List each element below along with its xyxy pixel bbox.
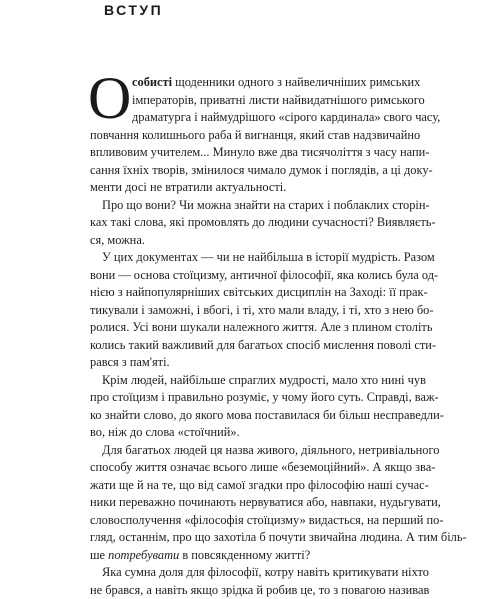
line-text: імператорів, приватні листи найвидатнішого римського [132,93,425,107]
italic-word: потребувати [108,548,179,562]
paragraph [90,249,406,372]
text-line [90,582,406,599]
line-text: сання їхніх творів, змінилося чимало думок і поглядів, а ці доку- [90,163,433,177]
line-text: во, ніж до слова «стоїчний». [90,425,240,439]
text-line [90,547,406,565]
line-text: повчання колишнього раба й вигнанця, який став надзвичайно [90,128,420,142]
text-line [90,564,406,582]
line-text: рався з пам'яті. [90,355,170,369]
text-line [90,179,406,197]
line-text: ках такі слова, які промовлять до людини сучасності? Виявляєть- [90,215,436,229]
text-line [90,249,406,267]
text-line [90,529,406,547]
drop-cap: О [88,68,131,128]
text-line [90,459,406,477]
line-text: впливовим учителем... Минуло вже два тисячоліття з часу напи- [90,145,429,159]
line-text: про стоїцизм і правильно розуміє, у чому його суть. Справді, важ- [90,390,439,404]
text-line [90,477,406,495]
text-line [90,109,406,127]
line-text: У цих документах — чи не найбільша в історії мудрість. Разом [102,250,435,264]
text-line [90,354,406,372]
text-line [90,284,406,302]
line-text: не брався, а навіть якщо зрідка й робив це, то з повагою називав [90,583,429,597]
line-text: тикували і заможні, і вбогі, і ті, хто мали владу, і ті, хто з нею бо- [90,303,433,317]
paragraph [90,564,406,599]
text-line [90,389,406,407]
text-line [90,337,406,355]
text-line [90,74,406,92]
line-text: ролися. Усі вони шукали належного життя. Але з плином століть [90,320,432,334]
body-text [90,74,406,599]
line-text: ко знайти слово, до якого мова поставилася би більш несправедли- [90,408,444,422]
text-line [90,512,406,530]
line-text: менти досі не втратили актуальності. [90,180,286,194]
text-line [90,197,406,215]
line-text: колись такий важливий для багатьох спосіб мислення поволі сти- [90,338,436,352]
text-line [90,442,406,460]
text-line [90,232,406,250]
line-text: жати ще й на те, що від самої згадки про філософію наші сучас- [90,478,429,492]
paragraph [90,372,406,442]
line-text: Крім людей, найбільше спраглих мудрості, мало хто нині чув [102,373,426,387]
text-line [90,372,406,390]
line-text: ники переважно починають нервуватися або, навпаки, нудьгувати, [90,495,441,509]
text-line [90,319,406,337]
line-text: Для багатьох людей ця назва живого, діяльного, нетривіального [102,443,439,457]
text-line [90,127,406,145]
text-line [90,267,406,285]
paragraph [90,442,406,565]
line-text: вони — основа стоїцизму, античної філософії, яка колись була од- [90,268,438,282]
text-line [90,407,406,425]
line-text: Про що вони? Чи можна знайти на старих і поблаклих сторін- [102,198,430,212]
line-text: ше [90,548,108,562]
text-line [90,494,406,512]
text-line [90,144,406,162]
text-line [90,92,406,110]
chapter-title: ВСТУП [104,2,163,18]
text-line [90,214,406,232]
line-text: словосполучення «філософія стоїцизму» видасться, на перший по- [90,513,443,527]
bold-word: собисті [132,75,172,89]
paragraph [90,74,406,197]
line-text: способу життя означає всього лише «беземоційний». А якщо зва- [90,460,435,474]
line-text: драматурга і наймудрішого «сірого кардинала» свого часу, [132,110,440,124]
line-text: ся, можна. [90,233,145,247]
line-text: в повсякденному житті? [179,548,310,562]
text-line [90,424,406,442]
line-text: щоденники одного з найвеличніших римських [172,75,420,89]
line-text: Яка сумна доля для філософії, котру навіть критикувати ніхто [102,565,429,579]
line-text: гляд, останнім, про що захотіла б почути звичайна людина. А тим біль- [90,530,467,544]
paragraph [90,197,406,250]
text-line [90,302,406,320]
text-line [90,162,406,180]
line-text: нією з найпопулярніших світських дисциплін на Заході: її прак- [90,285,428,299]
